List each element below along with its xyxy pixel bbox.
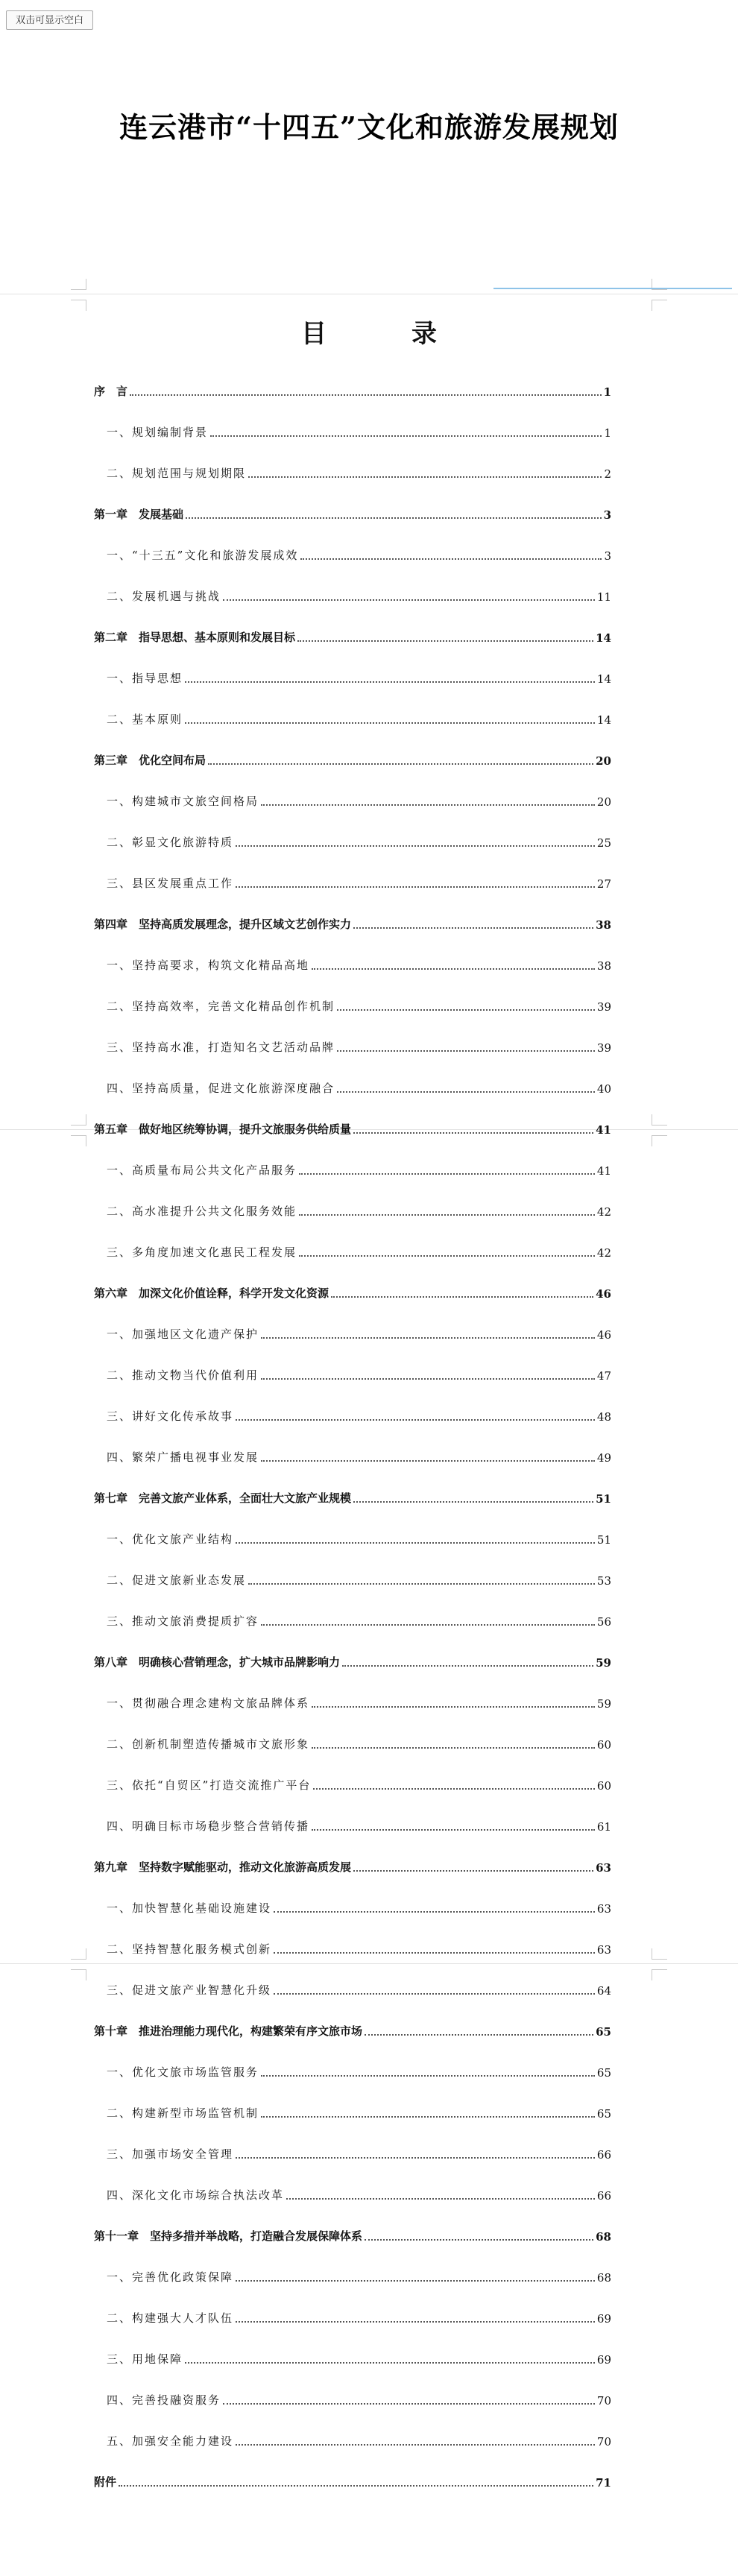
toc-entry-label: 三、坚持高水准，打造知名文艺活动品牌 (107, 1041, 335, 1054)
toc-section-entry[interactable] (94, 1876, 611, 1917)
toc-entry-label: 一、指导思想 (107, 672, 183, 685)
toc-entry-label: 四、深化文化市场综合执法改革 (107, 2188, 285, 2202)
toc-dot-leader (353, 927, 593, 929)
toc-dot-leader (185, 722, 595, 724)
toc-dot-leader (119, 2485, 593, 2487)
toc-page-number: 14 (596, 713, 611, 727)
toc-entry-label: 第三章 优化空间布局 (94, 754, 206, 767)
toc-heading: 目 录 (301, 319, 467, 349)
toc-section-entry[interactable] (94, 1589, 611, 1630)
toc-section-entry[interactable] (94, 1794, 611, 1835)
toc-dot-leader (337, 1050, 595, 1052)
page-corner-mark (71, 279, 86, 290)
toc-dot-leader (299, 1214, 595, 1216)
toc-section-entry[interactable] (94, 1712, 611, 1753)
toc-page-number: 60 (596, 1779, 611, 1793)
toc-dot-leader (261, 1337, 595, 1339)
page-corner-mark (71, 1948, 86, 1960)
toc-dot-leader (236, 845, 595, 847)
toc-dot-leader (261, 2116, 595, 2118)
toc-dot-leader (337, 1009, 595, 1011)
toc-dot-leader (236, 2321, 595, 2323)
toc-section-entry[interactable] (94, 646, 611, 687)
toc-page-number: 68 (596, 2230, 611, 2244)
toc-page-number: 48 (596, 1410, 611, 1424)
toc-page-number: 64 (596, 1984, 611, 1998)
toc-page-number: 11 (596, 590, 611, 604)
toc-page-number: 63 (596, 1902, 611, 1916)
toc-dot-leader (261, 1460, 595, 1462)
toc-dot-leader (299, 1173, 595, 1175)
toc-entry-label: 第二章 指导思想、基本原则和发展目标 (94, 631, 296, 644)
toc-page-number: 56 (596, 1615, 611, 1629)
toc-page-number: 39 (596, 1000, 611, 1014)
toc-page-number: 1 (603, 385, 611, 399)
toc-dot-leader (337, 1091, 595, 1093)
toc-entry-label: 第四章 坚持高质发展理念，提升区域文艺创作实力 (94, 918, 352, 931)
toc-chapter-entry[interactable] (94, 1261, 611, 1302)
toc-page-number: 47 (596, 1369, 611, 1383)
toc-page-number: 27 (596, 877, 611, 891)
toc-page-number: 65 (596, 2025, 611, 2039)
toc-entry-label: 一、贯彻融合理念建构文旅品牌体系 (107, 1696, 310, 1710)
toc-dot-leader (236, 2444, 595, 2446)
toc-dot-leader (208, 763, 593, 765)
toc-dot-leader (299, 1255, 595, 1257)
toc-section-entry[interactable] (94, 1302, 611, 1343)
toc-page-number: 46 (596, 1287, 611, 1301)
toc-entry-label: 附件 (94, 2475, 117, 2489)
toc-page-number: 42 (596, 1205, 611, 1219)
toc-page-number: 66 (596, 2189, 611, 2203)
toc-page-number: 14 (596, 672, 611, 686)
toc-page-number: 20 (596, 795, 611, 809)
toc-dot-leader (248, 1583, 595, 1585)
toc-entry-label: 二、促进文旅新业态发展 (107, 1573, 247, 1587)
toc-chapter-entry[interactable] (94, 1835, 611, 1876)
toc-section-entry[interactable] (94, 2286, 611, 2327)
toc-section-entry[interactable] (94, 1958, 611, 1999)
toc-chapter-entry[interactable] (94, 1999, 611, 2040)
toc-dot-leader (274, 1993, 595, 1995)
toc-dot-leader (236, 886, 595, 888)
toc-entry-label: 序 言 (94, 385, 128, 398)
toc-entry-label: 二、推动文物当代价值利用 (107, 1368, 259, 1382)
toc-page-number: 51 (596, 1533, 611, 1547)
toc-section-entry[interactable] (94, 1056, 611, 1097)
toc-dot-leader (342, 1665, 593, 1667)
page-corner-mark (71, 1969, 86, 1980)
cover-page (0, 0, 738, 291)
page-corner-mark (71, 1135, 86, 1146)
toc-section-entry[interactable] (94, 2327, 611, 2368)
toc-page-number: 65 (596, 2066, 611, 2080)
toc-dot-leader (274, 1952, 595, 1954)
toc-section-entry[interactable] (94, 933, 611, 974)
toc-entry-label: 二、基本原则 (107, 713, 183, 726)
toc-entry-label: 第一章 发展基础 (94, 508, 184, 521)
page-corner-mark (71, 1114, 86, 1126)
table-of-contents (94, 359, 611, 2491)
toc-section-entry[interactable] (94, 687, 611, 728)
toc-chapter-entry[interactable] (94, 2450, 611, 2491)
toc-page-number: 61 (596, 1820, 611, 1834)
toc-entry-label: 第八章 明确核心营销理念，扩大城市品牌影响力 (94, 1655, 341, 1669)
toc-page-number: 2 (604, 467, 611, 481)
toc-dot-leader (365, 2034, 593, 2036)
toc-entry-label: 一、优化文旅产业结构 (107, 1532, 234, 1546)
toc-entry-label: 二、构建新型市场监管机制 (107, 2106, 259, 2120)
accent-line (493, 288, 732, 289)
toc-entry-label: 第九章 坚持数字赋能驱动，推动文化旅游高质发展 (94, 1860, 352, 1874)
toc-page-number: 25 (596, 836, 611, 850)
toc-section-entry[interactable] (94, 2368, 611, 2409)
toc-page-number: 60 (596, 1738, 611, 1752)
toc-section-entry[interactable] (94, 1343, 611, 1384)
toc-section-entry[interactable] (94, 1425, 611, 1466)
toc-dot-leader (261, 2075, 595, 2077)
toc-entry-label: 三、依托“自贸区”打造交流推广平台 (107, 1778, 312, 1792)
toc-entry-label: 三、加强市场安全管理 (107, 2147, 234, 2161)
toc-entry-label: 第五章 做好地区统筹协调，提升文旅服务供给质量 (94, 1123, 352, 1136)
toc-page-number: 69 (596, 2353, 611, 2367)
toc-page-number: 70 (596, 2435, 611, 2449)
toc-entry-label: 四、明确目标市场稳步整合营销传播 (107, 1819, 310, 1833)
toc-dot-leader (353, 1870, 593, 1872)
toc-entry-label: 一、加强地区文化遗产保护 (107, 1328, 259, 1341)
toc-entry-label: 三、促进文旅产业智慧化升级 (107, 1983, 272, 1997)
toc-dot-leader (236, 1419, 595, 1421)
toc-entry-label: 一、加快智慧化基础设施建设 (107, 1901, 272, 1915)
toc-page-number: 41 (596, 1123, 611, 1137)
toc-dot-leader (236, 2280, 595, 2282)
toc-section-entry[interactable] (94, 2409, 611, 2450)
toc-section-entry[interactable] (94, 2122, 611, 2163)
toc-chapter-entry[interactable] (94, 482, 611, 523)
toc-section-entry[interactable] (94, 1015, 611, 1056)
toc-entry-label: 二、创新机制塑造传播城市文旅形象 (107, 1737, 310, 1751)
toc-entry-label: 二、发展机遇与挑战 (107, 590, 221, 603)
toc-entry-label: 第十一章 坚持多措并举战略，打造融合发展保障体系 (94, 2229, 363, 2243)
toc-dot-leader (130, 394, 602, 396)
page-corner-mark (652, 1948, 667, 1960)
toc-chapter-entry[interactable] (94, 1630, 611, 1671)
toc-dot-leader (313, 1788, 595, 1790)
toc-page-number: 65 (596, 2107, 611, 2121)
toc-entry-label: 三、多角度加速文化惠民工程发展 (107, 1246, 297, 1259)
toc-page-number: 51 (596, 1492, 611, 1506)
toc-section-entry[interactable] (94, 1220, 611, 1261)
toc-dot-leader (248, 476, 602, 478)
toc-entry-label: 一、规划编制背景 (107, 426, 209, 439)
toc-chapter-entry[interactable] (94, 1466, 611, 1507)
toc-chapter-entry[interactable] (94, 359, 611, 400)
toc-page-number: 14 (596, 631, 611, 645)
toc-page-number: 39 (596, 1041, 611, 1055)
document-title: 连云港市“十四五”文化和旅游发展规划 (119, 110, 619, 144)
toc-dot-leader (312, 1829, 595, 1831)
toc-dot-leader (223, 599, 595, 601)
toc-dot-leader (312, 1747, 595, 1749)
toc-page-number: 38 (596, 959, 611, 973)
toc-dot-leader (236, 2157, 595, 2159)
toc-page-number: 3 (603, 508, 611, 522)
toc-chapter-entry[interactable] (94, 892, 611, 933)
toc-dot-leader (353, 1132, 593, 1134)
toc-dot-leader (365, 2239, 593, 2241)
toc-entry-label: 第六章 加深文化价值诠释，科学开发文化资源 (94, 1287, 329, 1300)
toc-section-entry[interactable] (94, 564, 611, 605)
toc-page-number: 53 (596, 1574, 611, 1588)
toc-entry-label: 一、“十三五”文化和旅游发展成效 (107, 549, 299, 562)
toc-page-number: 63 (596, 1943, 611, 1957)
toc-entry-label: 二、坚持智慧化服务模式创新 (107, 1942, 272, 1956)
toc-dot-leader (353, 1501, 593, 1503)
toc-dot-leader (185, 681, 595, 683)
toc-section-entry[interactable] (94, 851, 611, 892)
toc-entry-label: 四、完善投融资服务 (107, 2393, 221, 2407)
toc-dot-leader (210, 435, 602, 437)
toc-section-entry[interactable] (94, 1179, 611, 1220)
toc-section-entry[interactable] (94, 1507, 611, 1548)
toc-section-entry[interactable] (94, 1548, 611, 1589)
toc-entry-label: 第七章 完善文旅产业体系，全面壮大文旅产业规模 (94, 1491, 352, 1505)
toc-entry-label: 四、繁荣广播电视事业发展 (107, 1450, 259, 1464)
toc-entry-label: 一、坚持高要求，构筑文化精品高地 (107, 959, 310, 972)
page-corner-mark (71, 300, 86, 311)
toc-dot-leader (261, 1378, 595, 1380)
toc-dot-leader (185, 2362, 595, 2364)
toc-entry-label: 三、推动文旅消费提质扩容 (107, 1614, 259, 1628)
toc-chapter-entry[interactable] (94, 1097, 611, 1138)
toc-page-number: 38 (596, 918, 611, 932)
toc-section-entry[interactable] (94, 441, 611, 482)
show-whitespace-button[interactable]: 双击可显示空白 (6, 10, 93, 30)
toc-section-entry[interactable] (94, 2245, 611, 2286)
page-corner-mark (652, 1969, 667, 1980)
toc-dot-leader (286, 2198, 595, 2200)
toc-section-entry[interactable] (94, 1753, 611, 1794)
toc-entry-label: 三、用地保障 (107, 2352, 183, 2366)
toc-chapter-entry[interactable] (94, 605, 611, 646)
toc-dot-leader (186, 517, 602, 519)
toc-section-entry[interactable] (94, 2081, 611, 2122)
toc-page-number: 69 (596, 2312, 611, 2326)
page-corner-mark (652, 1114, 667, 1126)
toc-entry-label: 二、坚持高效率，完善文化精品创作机制 (107, 1000, 335, 1013)
toc-page-number: 20 (596, 754, 611, 768)
page-corner-mark (652, 1135, 667, 1146)
toc-page-number: 59 (596, 1697, 611, 1711)
toc-page-number: 46 (596, 1328, 611, 1342)
toc-page-number: 70 (596, 2394, 611, 2408)
toc-page-number: 59 (596, 1656, 611, 1670)
toc-dot-leader (223, 2403, 595, 2405)
toc-section-entry[interactable] (94, 974, 611, 1015)
toc-entry-label: 一、高质量布局公共文化产品服务 (107, 1164, 297, 1177)
toc-entry-label: 三、讲好文化传承故事 (107, 1409, 234, 1423)
toc-section-entry[interactable] (94, 2040, 611, 2081)
toc-section-entry[interactable] (94, 523, 611, 564)
toc-dot-leader (300, 558, 602, 560)
toc-entry-label: 第十章 推进治理能力现代化，构建繁荣有序文旅市场 (94, 2024, 363, 2038)
toc-page-number: 66 (596, 2148, 611, 2162)
toc-section-entry[interactable] (94, 769, 611, 810)
toc-page-number: 1 (604, 426, 611, 440)
toc-page-number: 3 (604, 549, 611, 563)
toc-dot-leader (261, 804, 595, 806)
toc-entry-label: 一、优化文旅市场监管服务 (107, 2065, 259, 2079)
toc-entry-label: 二、构建强大人才队伍 (107, 2311, 234, 2325)
toc-entry-label: 二、规划范围与规划期限 (107, 467, 247, 480)
toc-page-number: 63 (596, 1861, 611, 1875)
toc-dot-leader (297, 640, 593, 642)
toc-dot-leader (274, 1911, 595, 1913)
toc-entry-label: 二、彰显文化旅游特质 (107, 836, 234, 849)
toc-chapter-entry[interactable] (94, 728, 611, 769)
toc-section-entry[interactable] (94, 1138, 611, 1179)
toc-chapter-entry[interactable] (94, 2204, 611, 2245)
toc-section-entry[interactable] (94, 400, 611, 441)
toc-page-number: 68 (596, 2271, 611, 2285)
toc-section-entry[interactable] (94, 1384, 611, 1425)
toc-section-entry[interactable] (94, 2163, 611, 2204)
page-corner-mark (652, 300, 667, 311)
toc-dot-leader (261, 1624, 595, 1626)
toc-section-entry[interactable] (94, 1917, 611, 1958)
toc-entry-label: 一、完善优化政策保障 (107, 2270, 234, 2284)
toc-entry-label: 五、加强安全能力建设 (107, 2434, 234, 2448)
toc-page-number: 42 (596, 1246, 611, 1260)
toc-dot-leader (312, 1706, 595, 1708)
toc-page-number: 49 (596, 1451, 611, 1465)
toc-page-number: 71 (596, 2476, 611, 2490)
toc-dot-leader (236, 1542, 595, 1544)
page-break[interactable] (0, 289, 738, 300)
toc-entry-label: 三、县区发展重点工作 (107, 877, 234, 890)
toc-page-number: 40 (596, 1082, 611, 1096)
toc-dot-leader (331, 1296, 593, 1298)
toc-entry-label: 一、构建城市文旅空间格局 (107, 795, 259, 808)
toc-entry-label: 二、高水准提升公共文化服务效能 (107, 1205, 297, 1218)
toc-entry-label: 四、坚持高质量，促进文化旅游深度融合 (107, 1082, 335, 1095)
toc-section-entry[interactable] (94, 1671, 611, 1712)
toc-dot-leader (312, 968, 595, 970)
toc-page-number: 41 (596, 1164, 611, 1178)
toc-section-entry[interactable] (94, 810, 611, 851)
